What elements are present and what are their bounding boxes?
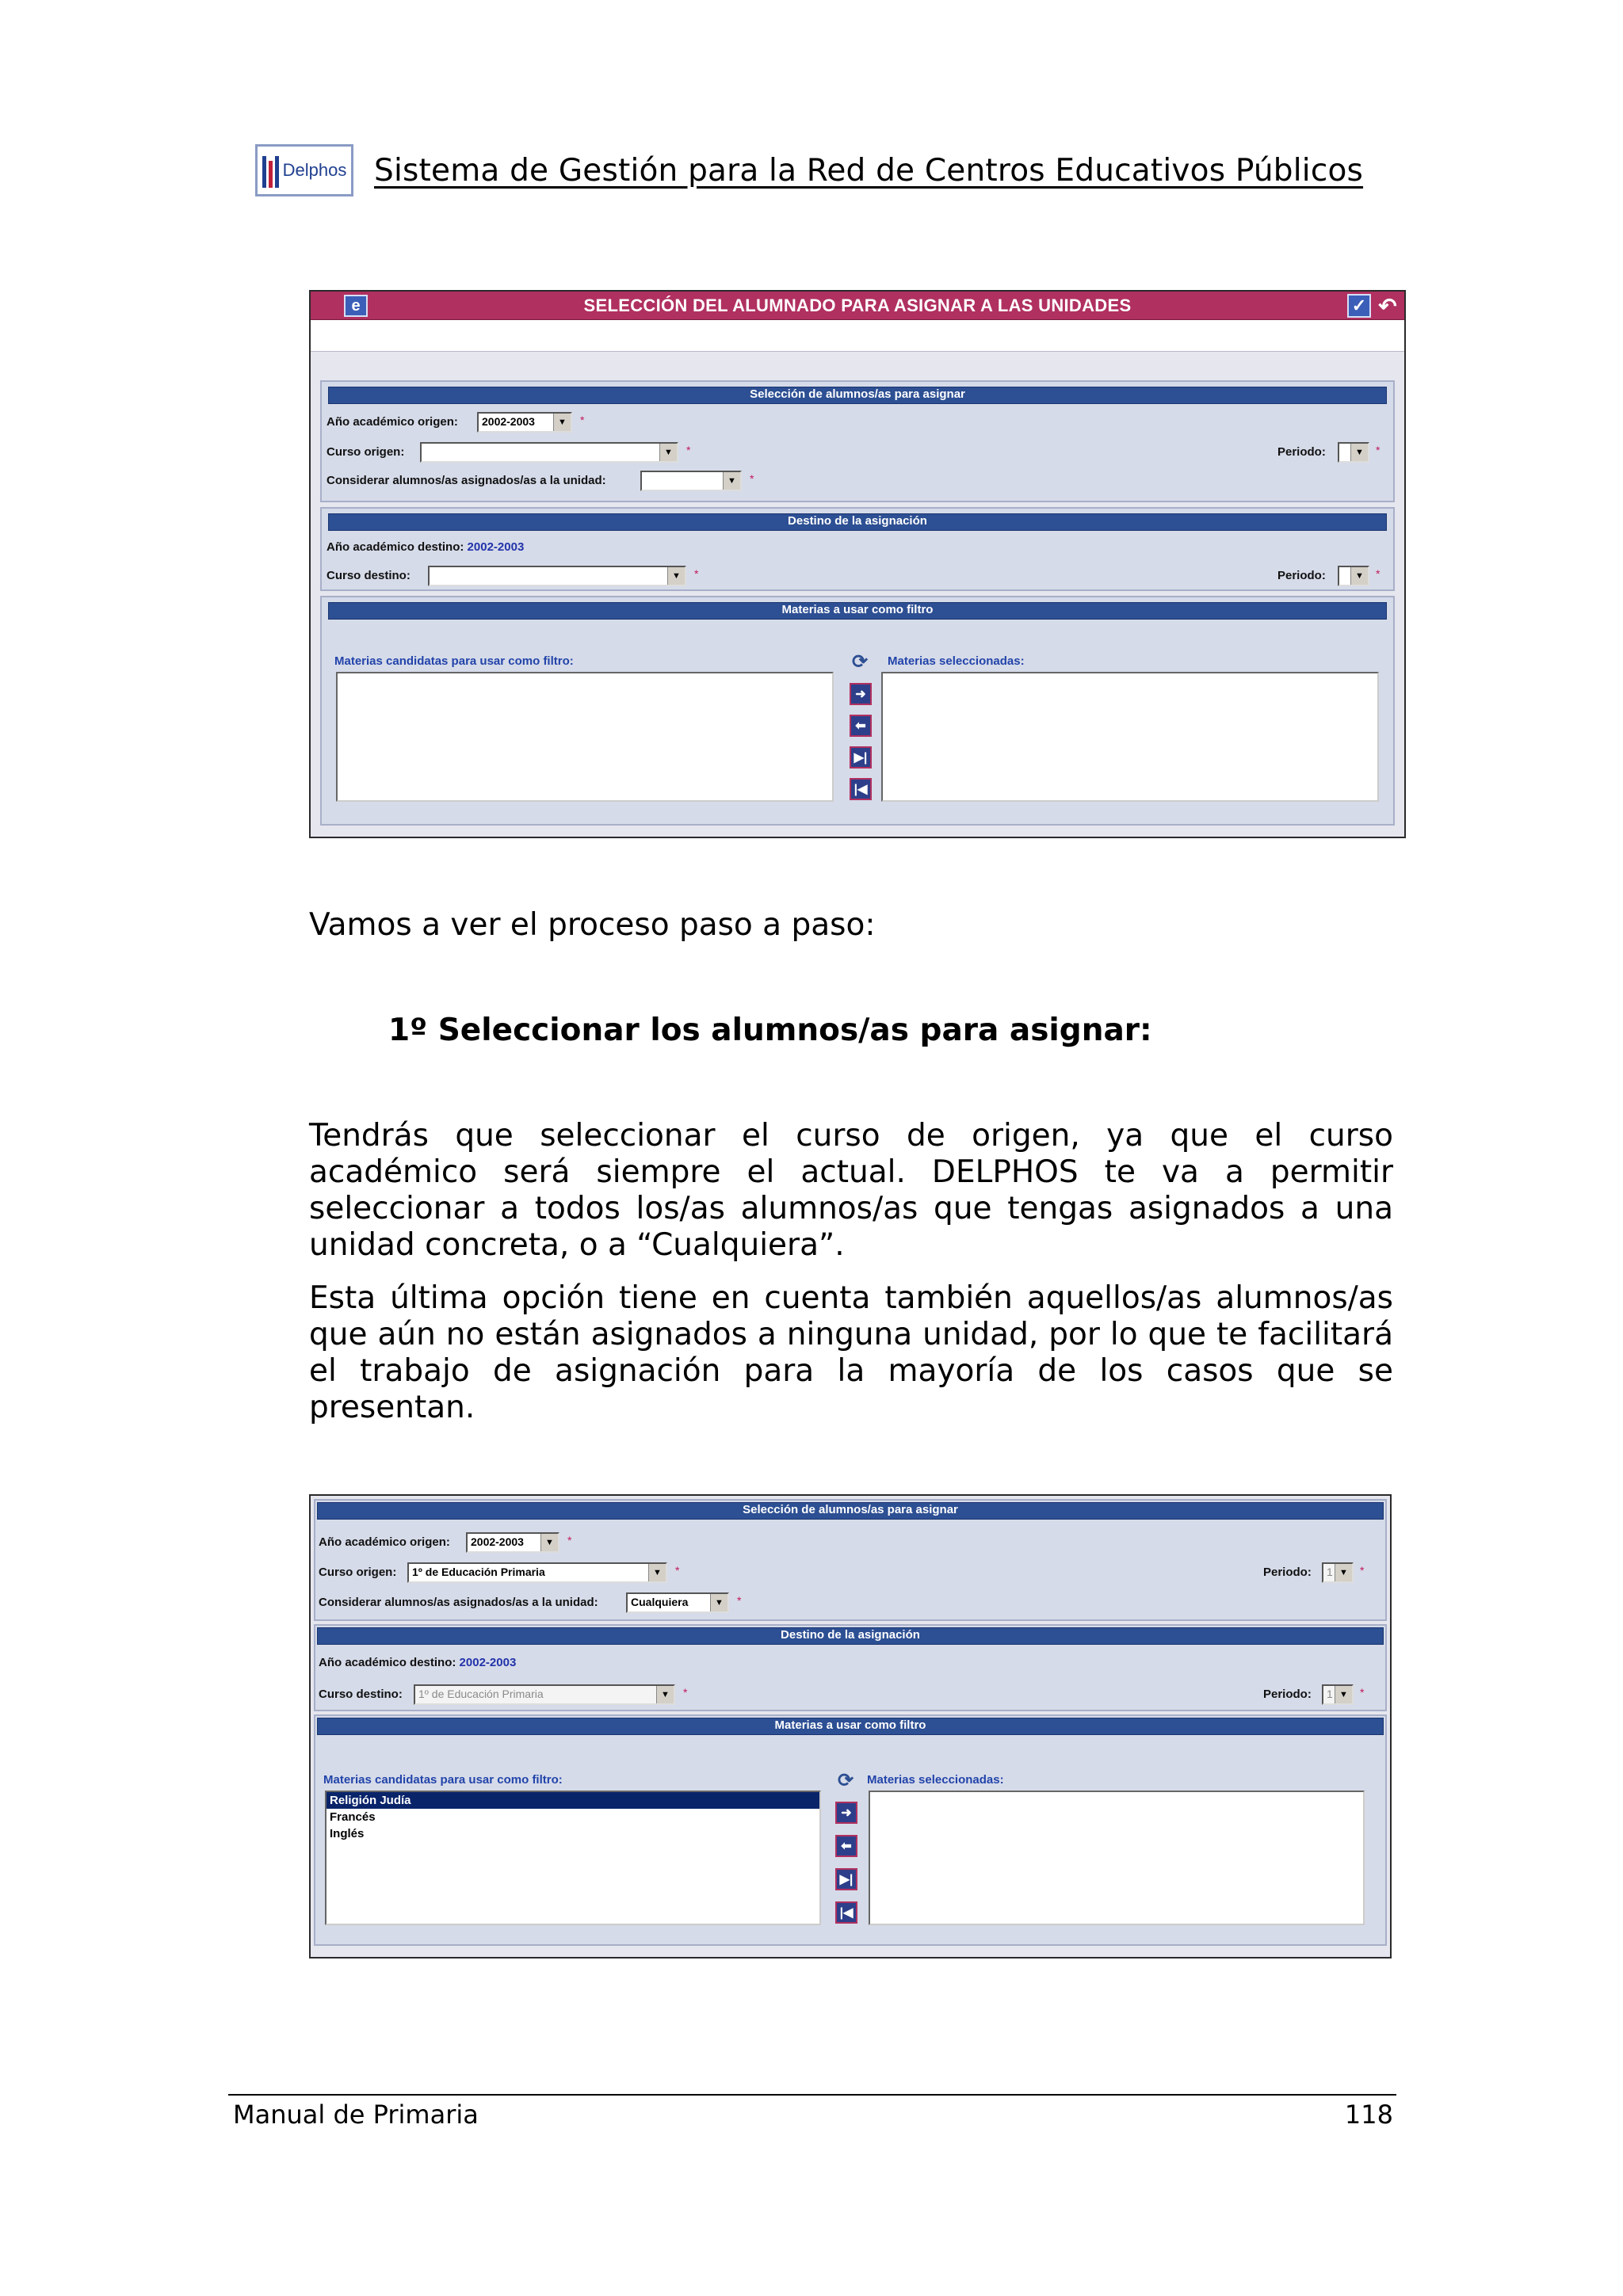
- e-icon[interactable]: e: [344, 295, 368, 317]
- move-all-right-icon[interactable]: ▶|: [850, 746, 872, 769]
- candidatas-label: Materias candidatas para usar como filtro:: [323, 1773, 563, 1787]
- move-right-icon[interactable]: ➜: [850, 683, 872, 705]
- section-title-destino: Destino de la asignación: [317, 1627, 1384, 1645]
- seleccionadas-listbox[interactable]: [869, 1791, 1365, 1925]
- move-all-right-icon[interactable]: ▶|: [835, 1868, 857, 1890]
- window-title: SELECCIÓN DEL ALUMNADO PARA ASIGNAR A LAS UNIDADES: [583, 295, 1132, 315]
- chevron-down-icon: ▼: [540, 1534, 558, 1551]
- required-mark: *: [1376, 567, 1381, 580]
- list-item[interactable]: Religión Judía: [327, 1792, 819, 1809]
- chevron-down-icon: ▼: [710, 1594, 727, 1611]
- footer-divider: [228, 2094, 1396, 2096]
- section-title-materias: Materias a usar como filtro: [317, 1718, 1384, 1735]
- footer-manual-title: Manual de Primaria: [233, 2100, 479, 2130]
- candidatas-label: Materias candidatas para usar como filtro:: [334, 654, 574, 668]
- list-item[interactable]: Inglés: [330, 1827, 365, 1840]
- chevron-down-icon: ▼: [1335, 1564, 1352, 1581]
- considerar-select[interactable]: Cualquiera ▼: [626, 1592, 729, 1613]
- chevron-down-icon: ▼: [1350, 567, 1368, 585]
- considerar-label: Considerar alumnos/as asignados/as a la unidad:: [319, 1596, 598, 1609]
- required-mark: *: [580, 414, 585, 426]
- seleccionadas-label: Materias seleccionadas:: [888, 654, 1025, 668]
- chevron-down-icon: ▼: [1350, 444, 1368, 461]
- logo-text: Delphos: [282, 160, 347, 180]
- logo-mark-icon: [262, 153, 280, 188]
- seleccionadas-label: Materias seleccionadas:: [867, 1773, 1004, 1787]
- step-heading: 1º Seleccionar los alumnos/as para asignar:: [388, 1013, 1152, 1048]
- chevron-down-icon: ▼: [723, 472, 740, 490]
- header-title: Sistema de Gestión para la Red de Centros Educativos Públicos: [374, 152, 1364, 189]
- anio-destino-label: Año académico destino: 2002-2003: [327, 540, 525, 554]
- seleccionadas-listbox[interactable]: [881, 672, 1379, 802]
- anio-origen-label: Año académico origen:: [319, 1535, 450, 1549]
- section-title-destino: Destino de la asignación: [328, 513, 1387, 531]
- anio-origen-select[interactable]: 2002-2003 ▼: [477, 412, 572, 433]
- required-mark: *: [1360, 1686, 1365, 1699]
- considerar-label: Considerar alumnos/as asignados/as a la unidad:: [327, 474, 606, 487]
- periodo-select[interactable]: 1 ▼: [1322, 1562, 1354, 1583]
- periodo-label: Periodo:: [1263, 1566, 1312, 1579]
- anio-destino-label: Año académico destino: 2002-2003: [319, 1656, 517, 1669]
- move-right-icon[interactable]: ➜: [835, 1802, 857, 1824]
- periodo-label: Periodo:: [1263, 1688, 1312, 1701]
- undo-icon[interactable]: ↶: [1378, 293, 1397, 318]
- refresh-icon[interactable]: ⟳: [837, 1769, 854, 1791]
- move-left-icon[interactable]: ⬅: [850, 715, 872, 737]
- seleccion-panel: [320, 380, 1395, 502]
- delphos-logo: [255, 144, 353, 196]
- screenshot-1: [309, 290, 1406, 838]
- section-title-seleccion: Selección de alumnos/as para asignar: [317, 1502, 1384, 1520]
- curso-origen-label: Curso origen:: [319, 1566, 397, 1579]
- anio-origen-select[interactable]: 2002-2003 ▼: [466, 1532, 559, 1553]
- chevron-down-icon: ▼: [553, 414, 571, 431]
- paragraph-2: Esta última opción tiene en cuenta también aquellos/as alumnos/as que aún no están asignados a ninguna unidad, por lo que te facilitará el trabajo de asignación para la mayoría de los casos que se presentan.: [309, 1280, 1393, 1425]
- periodo-label: Periodo:: [1277, 569, 1326, 582]
- periodo-select[interactable]: [1338, 566, 1369, 586]
- paragraph-1: Tendrás que seleccionar el curso de origen, ya que el curso académico será siempre el actual. DELPHOS te va a permitir seleccionar a todos los/as alumnos/as que tengas asignados a una unidad concreta, o a “Cualquiera”.: [309, 1118, 1393, 1263]
- curso-destino-select[interactable]: [428, 566, 686, 586]
- materias-panel: [314, 1714, 1387, 1946]
- chevron-down-icon: ▼: [667, 567, 685, 585]
- window-title-bar: [311, 292, 1404, 320]
- required-mark: *: [1376, 444, 1381, 456]
- candidatas-listbox[interactable]: [325, 1791, 821, 1925]
- intro-text: Vamos a ver el proceso paso a paso:: [309, 907, 876, 943]
- candidatas-listbox[interactable]: [336, 672, 834, 802]
- destino-panel: [314, 1624, 1387, 1711]
- curso-destino-label: Curso destino:: [327, 569, 411, 582]
- screenshot-2: [309, 1494, 1392, 1958]
- move-left-icon[interactable]: ⬅: [835, 1835, 857, 1857]
- refresh-icon[interactable]: ⟳: [851, 650, 869, 673]
- list-item[interactable]: Francés: [330, 1810, 376, 1824]
- periodo-select[interactable]: 1 ▼: [1322, 1684, 1354, 1705]
- curso-destino-label: Curso destino:: [319, 1688, 403, 1701]
- section-title-materias: Materias a usar como filtro: [328, 602, 1387, 620]
- required-mark: *: [675, 1564, 680, 1577]
- curso-destino-select[interactable]: 1º de Educación Primaria ▼: [414, 1684, 675, 1705]
- move-all-left-icon[interactable]: |◀: [850, 778, 872, 800]
- required-mark: *: [1360, 1564, 1365, 1577]
- chevron-down-icon: ▼: [659, 444, 677, 461]
- materias-panel: [320, 596, 1395, 826]
- chevron-down-icon: ▼: [648, 1564, 666, 1581]
- accept-check-icon[interactable]: ✓: [1347, 294, 1371, 318]
- required-mark: *: [686, 444, 691, 456]
- required-mark: *: [694, 567, 699, 580]
- curso-origen-select[interactable]: [420, 442, 678, 463]
- page-number: 118: [1344, 2100, 1393, 2130]
- chevron-down-icon: ▼: [1335, 1686, 1352, 1703]
- anio-destino-value: 2002-2003: [459, 1656, 517, 1669]
- page-header: [255, 144, 1363, 196]
- section-title-seleccion: Selección de alumnos/as para asignar: [328, 387, 1387, 404]
- chevron-down-icon: ▼: [656, 1686, 674, 1703]
- curso-origen-label: Curso origen:: [327, 445, 405, 459]
- anio-origen-label: Año académico origen:: [327, 415, 458, 429]
- move-all-left-icon[interactable]: |◀: [835, 1901, 857, 1924]
- periodo-select[interactable]: [1338, 442, 1369, 463]
- anio-destino-value: 2002-2003: [467, 540, 525, 554]
- toolbar-area: [311, 320, 1404, 352]
- required-mark: *: [683, 1686, 688, 1699]
- seleccion-panel: [314, 1499, 1387, 1621]
- destino-panel: [320, 507, 1395, 591]
- required-mark: *: [750, 472, 754, 485]
- required-mark: *: [737, 1594, 742, 1607]
- considerar-select[interactable]: [640, 471, 742, 491]
- periodo-label: Periodo:: [1277, 445, 1326, 459]
- curso-origen-select[interactable]: 1º de Educación Primaria ▼: [407, 1562, 667, 1583]
- required-mark: *: [567, 1534, 572, 1547]
